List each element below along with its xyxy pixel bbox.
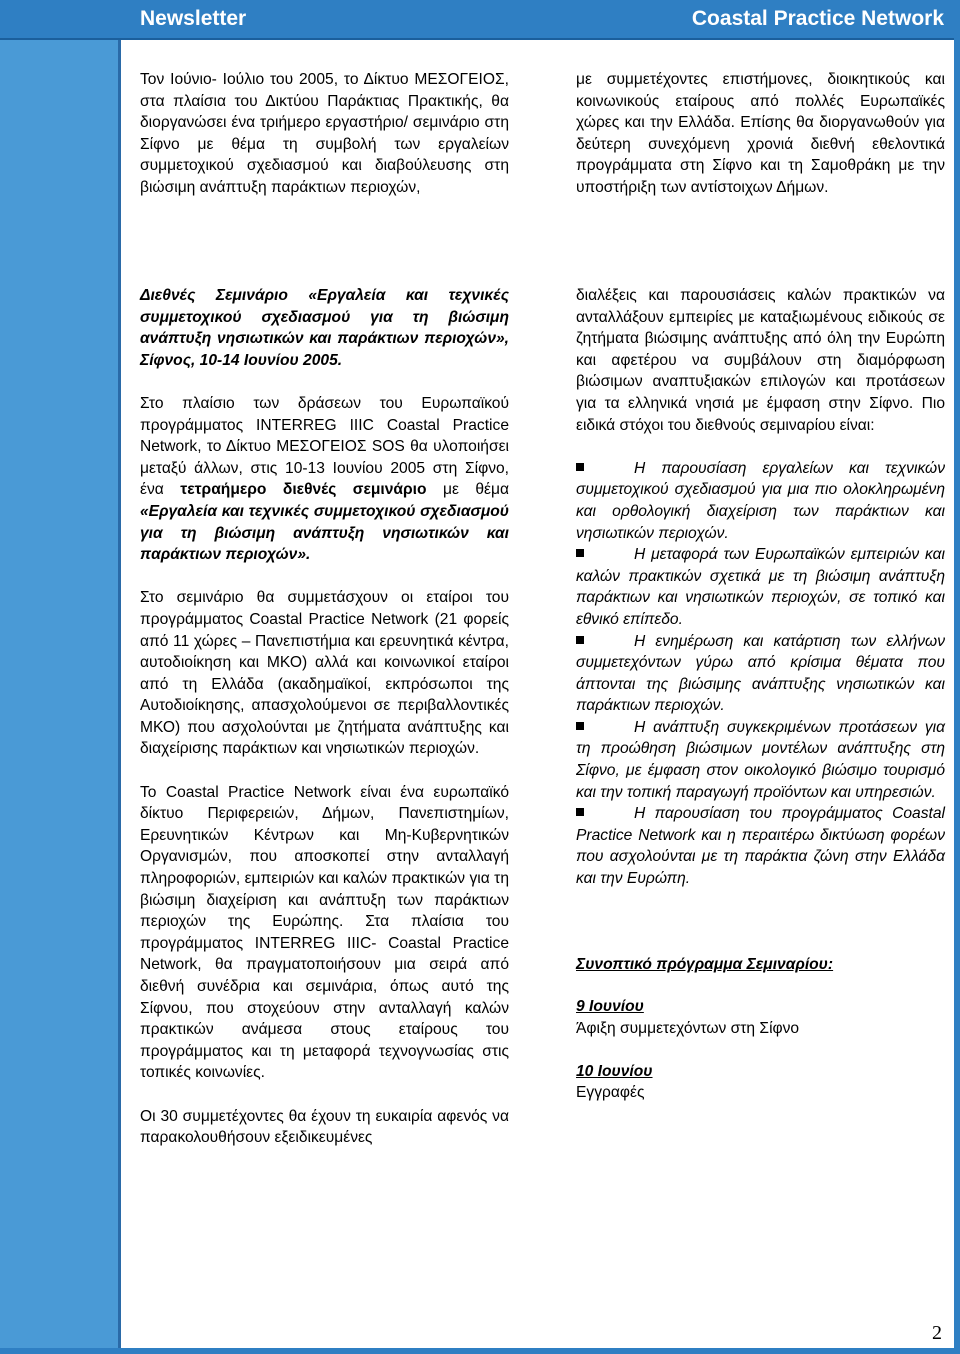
- right-border: [954, 0, 960, 1354]
- list-item: Η ενημέρωση και κατάρτιση των ελλήνων συμμετεχόντων γύρω από κρίσιμα θέματα που άπτονται της βιώσιμης ανάπτυξης νησιωτικών και παράκτιων περιοχών.: [576, 632, 945, 715]
- newsletter-title: Newsletter: [140, 7, 247, 30]
- header-bar: [0, 0, 960, 40]
- article-title: Διεθνές Σεμινάριο «Εργαλεία και τεχνικές συμμετοχικού σχεδιασμού για τη βιώσιμη ανάπτυξη νησιωτικών και παράκτιων περιοχών», Σίφνος, 10-14 Ιουνίου 2005.: [140, 287, 509, 369]
- list-item: Η ανάπτυξη συγκεκριμένων προτάσεων για τη προώθηση βιώσιμων μοντέλων ανάπτυξης στη Σίφνο, με έμφαση στον οικολογικό βιώσιμο τουρισμό και την τοπική παραγωγή προϊόντων και υπηρεσιών.: [576, 718, 945, 801]
- left-band-edge: [118, 0, 121, 1354]
- bullet-square-icon: [576, 549, 584, 557]
- intro-right-column: [576, 69, 945, 199]
- day-1-item: Άφιξη συμμετεχόντων στη Σίφνο: [576, 1019, 800, 1037]
- article-paragraph-1: [140, 393, 509, 566]
- article-paragraph-2: Στο σεμινάριο θα συμμετάσχουν οι εταίροι του προγράμματος Coastal Practice Network (21 φορείς από 11 χώρες – Πανεπιστήμια και ερευνητικά κέντρα, αυτοδιοίκηση και ΜΚΟ) αλλά και κοινωνικοί εταίροι από τη Ελλάδα (ακαδημαϊκοί, εκπρόσωποι της Αυτοδιοίκησης, απασχολούμενοι σε περιβαλλοντικές ΜΚΟ) που ασχολούνται με ζητήματα ανάπτυξης και διαχείρισης παράκτιων και νησιωτικών περιοχών.: [140, 589, 509, 758]
- article-paragraph-4: Οι 30 συμμετέχοντες θα έχουν τη ευκαιρία αφενός να παρακολουθήσουν εξειδικευμένες: [140, 1107, 509, 1147]
- left-decorative-band: [0, 0, 121, 1354]
- bullet-square-icon: [576, 636, 584, 644]
- day-2-item: Εγγραφές: [576, 1084, 645, 1102]
- objectives-list: [576, 458, 945, 890]
- network-title: Coastal Practice Network: [691, 7, 944, 30]
- p1-text-a: Στο πλαίσιο των δράσεων του Ευρωπαϊκού προγράμματος INTERREG IIIC Coastal Practice Network, το Δίκτυο ΜΕΣΟΓΕΙΟΣ SOS θα υλοποιήσει μεταξύ άλλων, στις 10-13 Ιουνίου 2005 στη Σίφνο, ένα: [140, 394, 509, 499]
- p1-bold-italic-text: «Εργαλεία και τεχνικές συμμετοχικού σχεδιασμού για τη βιώσιμη ανάπτυξη νησιωτικών και παράκτιων περιοχών».: [140, 502, 509, 564]
- intro-right-text: με συμμετέχοντες επιστήμονες, διοικητικούς και κοινωνικούς εταίρους από πολλές Ευρωπαϊκές χώρες και την Ελλάδα. Επίσης θα διοργανωθούν για δεύτερη συνεχόμενη χρονιά διεθνή εθελοντικά προγράμματα στη Σίφνο και τη Σαμοθράκη με την υποστήριξη των αντίστοιχων Δήμων.: [576, 71, 945, 196]
- day-2-date: 10 Ιουνίου: [576, 1062, 653, 1080]
- bottom-border: [0, 1348, 960, 1354]
- article-paragraph-3: Το Coastal Practice Network είναι ένα ευρωπαϊκό δίκτυο Περιφερειών, Δήμων, Πανεπιστημίων, Ερευνητικών Κέντρων και Μη-Κυβερνητικών Οργανισμών, που αποσκοπεί στην ανταλλαγή πληροφοριών, εμπειριών και καλών πρακτικών για τη βιώσιμη διαχείριση και ανάπτυξη των παράκτιων περιοχών της Ευρώπης. Στα πλαίσια του προγράμματος INTERREG IIIC- Coastal Practice Network, θα πραγματοποιήσουν μια σειρά από διεθνή συνέδρια και σεμινάρια, όπως αυτό της Σίφνου, που στοχεύουν στην ανταλλαγή καλών πρακτικών ανάμεσα στους εταίρους του προγράμματος και τη μεταφορά τεχνογνωσίας στις τοπικές κοινωνίες.: [140, 783, 509, 1082]
- intro-left-column: [140, 69, 509, 199]
- article-left-column: [140, 285, 509, 1149]
- list-item: Η παρουσίαση του προγράμματος Coastal Practice Network και η περαιτέρω δικτύωση φορέων που ασχολούνται με τη παράκτια ζώνη στην Ελλάδα και την Ευρώπη.: [576, 805, 945, 888]
- p1-bold-text: τετραήμερο διεθνές σεμινάριο: [180, 481, 427, 499]
- intro-left-text: Τον Ιούνιο- Ιούλιο του 2005, το Δίκτυο ΜΕΣΟΓΕΙΟΣ, στα πλαίσια του Δικτύου Παράκτιας Πρακτικής, θα διοργανώσει ένα τριήμερο εργαστήριο/ σεμινάριο στη Σίφνο με θέμα τη συμβολή των εργαλείων συμμετοχικού σχεδιασμού και διαβούλευσης στη βιώσιμη ανάπτυξη παράκτιων περιοχών,: [140, 71, 509, 196]
- bullet-square-icon: [576, 463, 584, 471]
- list-item: Η παρουσίαση εργαλείων και τεχνικών συμμετοχικού σχεδιασμού για μια πιο ολοκληρωμένη και ορθολογική διαχείριση των παράκτιων και νησιωτικών περιοχών.: [576, 459, 945, 542]
- page-number: 2: [932, 1322, 942, 1344]
- day-1-date: 9 Ιουνίου: [576, 998, 644, 1015]
- article-paragraph-5: διαλέξεις και παρουσιάσεις καλών πρακτικών να ανταλλάξουν εμπειρίες με καταξιωμένους ειδικούς σε ζητήματα βιώσιμης ανάπτυξης από όλη την Ευρώπη και αφετέρου να συμβάλουν στη διαμόρφωση βιώσιμων αναπτυξιακών επιλογών και προτάσεων για τα ελληνικά νησιά με έμφαση στην Σίφνο. Πιο ειδικά στόχοι του διεθνούς σεμιναρίου είναι:: [576, 287, 945, 434]
- p1-text-c: με θέμα: [426, 481, 509, 499]
- bullet-square-icon: [576, 722, 584, 730]
- bullet-square-icon: [576, 808, 584, 816]
- program-title: Συνοπτικό πρόγραμμα Σεμιναρίου:: [576, 956, 834, 974]
- list-item: Η μεταφορά των Ευρωπαϊκών εμπειριών και καλών πρακτικών σχετικά με τη βιώσιμη ανάπτυξη παράκτιων και νησιωτικών περιοχών, σε τοπικό και εθνικό επίπεδο.: [576, 546, 945, 628]
- article-right-column: [576, 285, 945, 1104]
